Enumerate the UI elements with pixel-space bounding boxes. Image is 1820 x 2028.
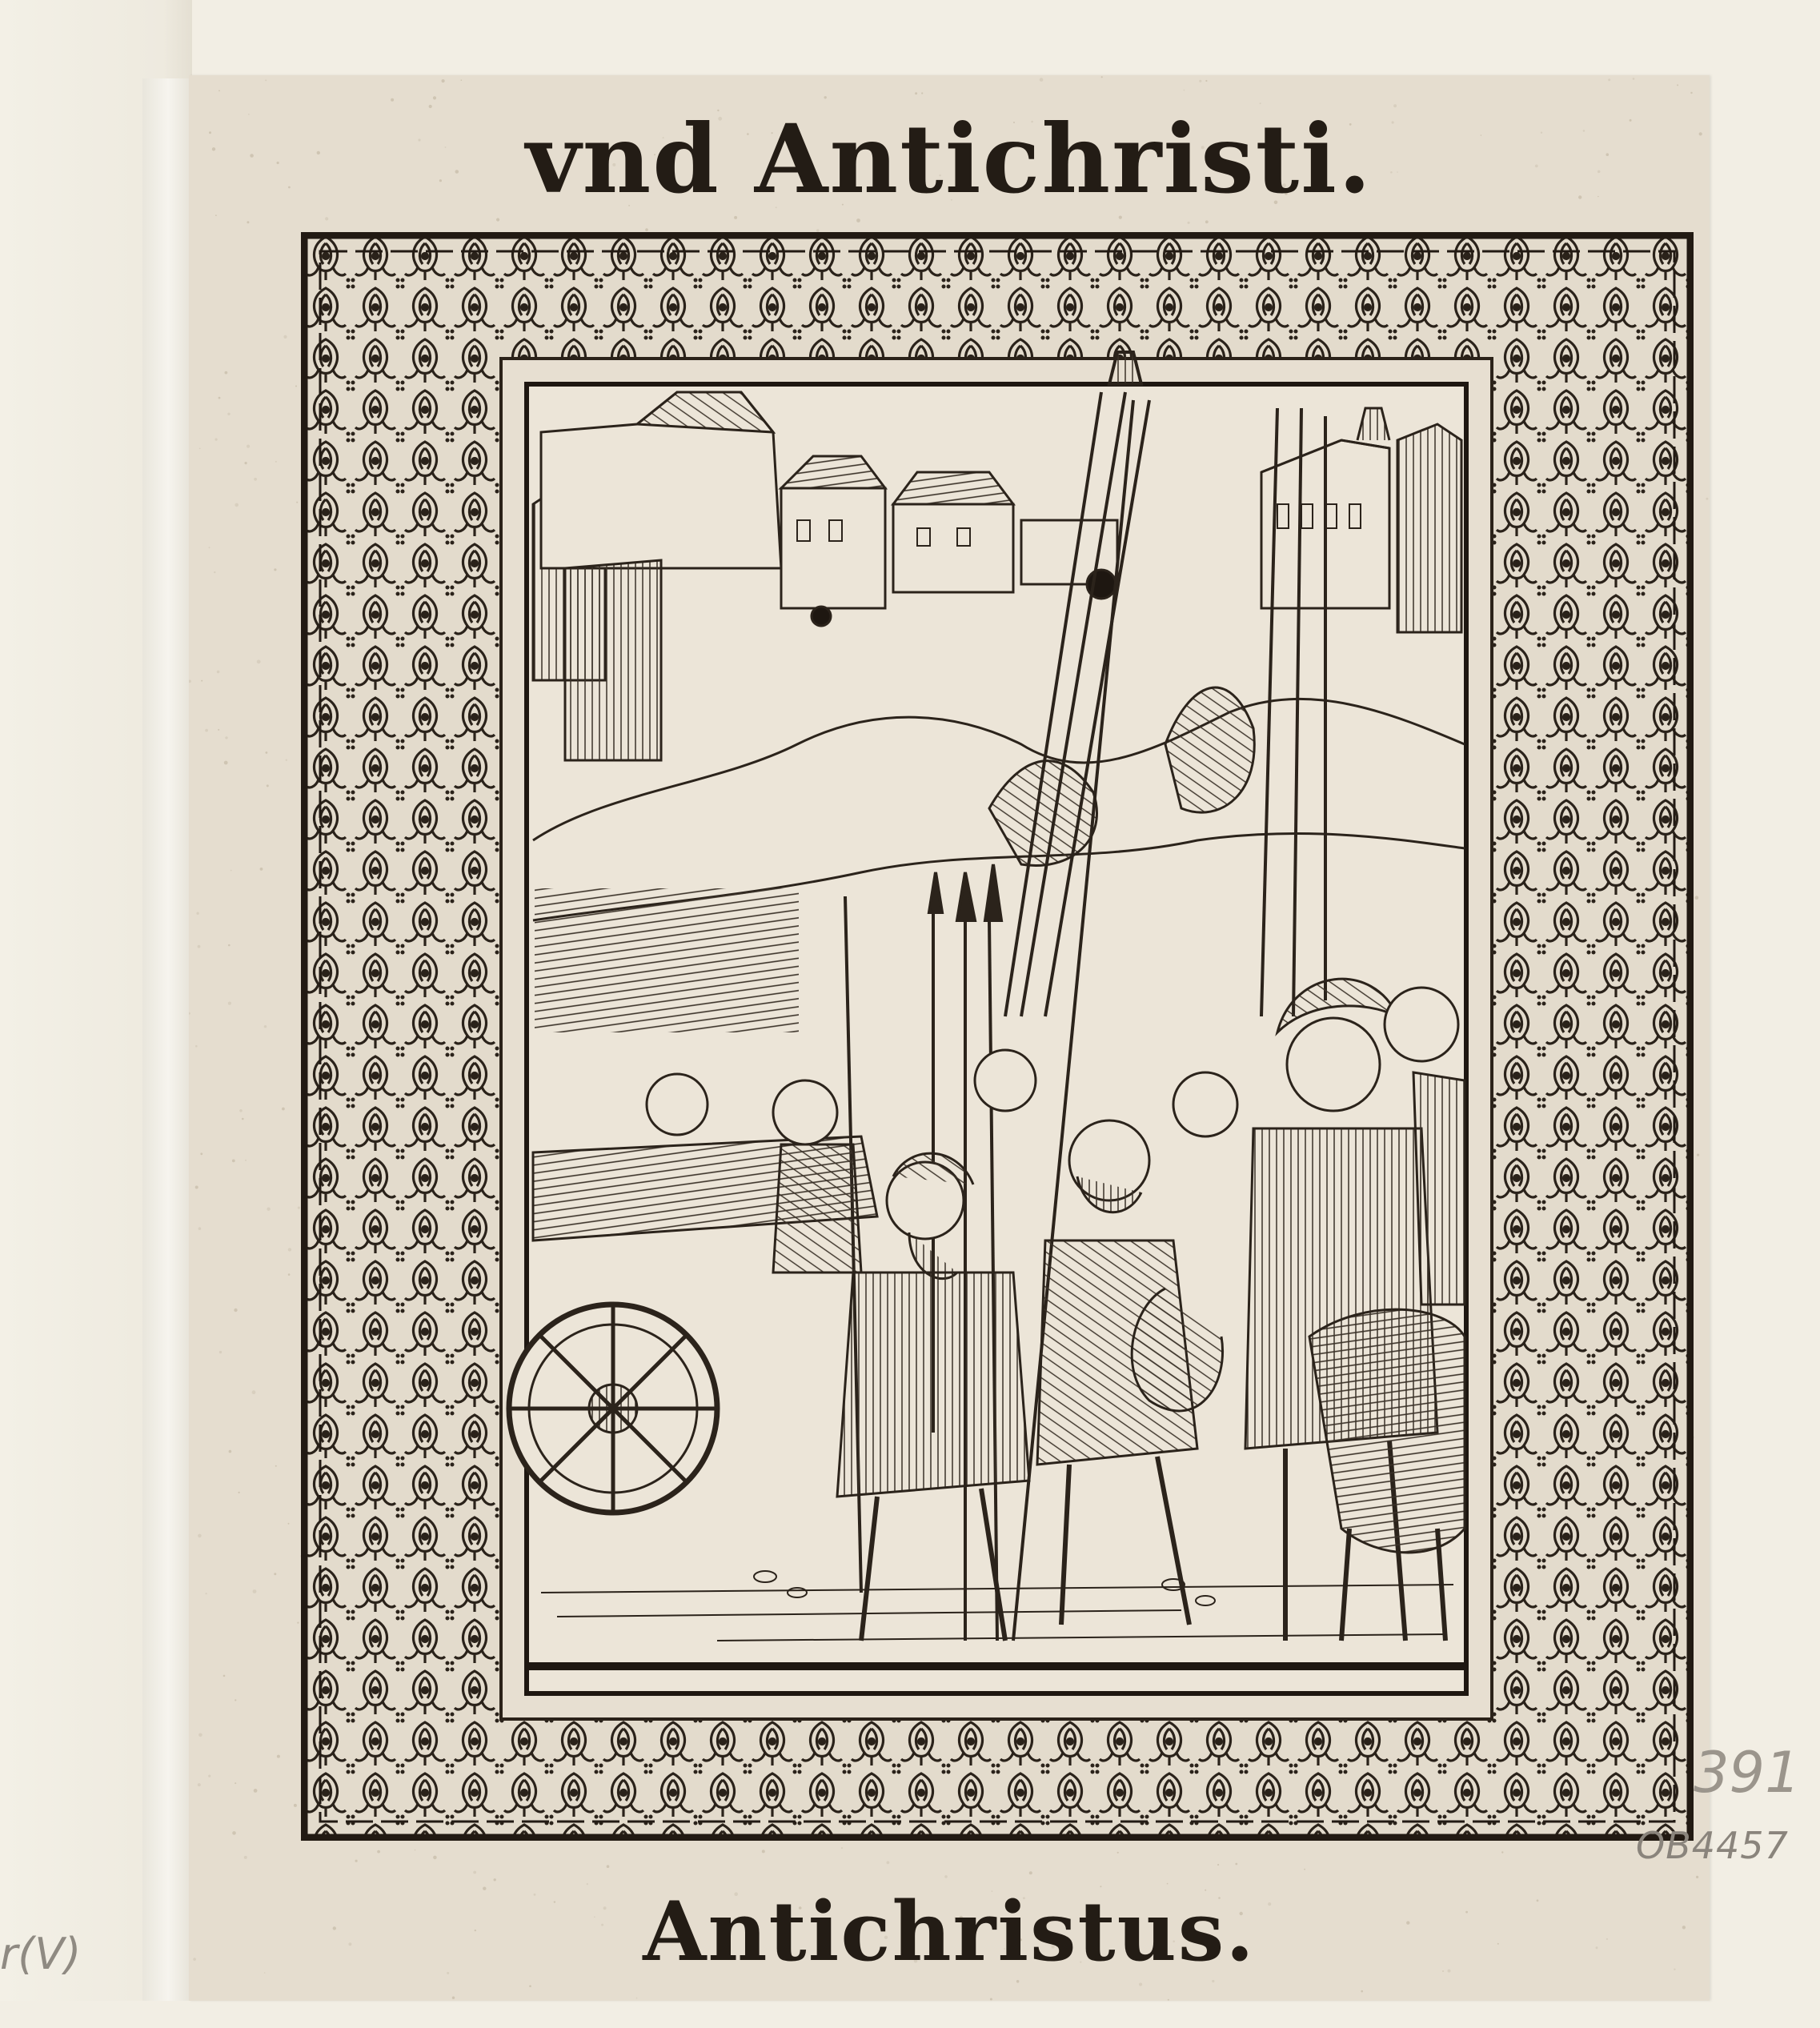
- paper-fleck: [201, 680, 202, 682]
- paper-fleck: [247, 445, 250, 448]
- paper-fleck: [1695, 896, 1699, 900]
- inventory-number: OB4457: [1636, 1824, 1789, 1867]
- paper-fleck: [205, 729, 208, 732]
- print-sheet: [189, 75, 1801, 2001]
- paper-fleck: [209, 547, 210, 548]
- footer-text: Antichristus.: [643, 1884, 1256, 1980]
- pencil-number: 391: [1694, 1740, 1801, 1806]
- paper-fleck: [229, 1450, 232, 1453]
- paper-fleck: [199, 448, 201, 450]
- paper-fleck: [274, 568, 276, 571]
- paper-fleck: [198, 1227, 202, 1230]
- paper-fleck: [198, 945, 201, 948]
- paper-fleck: [227, 413, 230, 415]
- paper-fleck: [239, 1492, 240, 1493]
- paper-fleck: [223, 1675, 226, 1677]
- paper-fleck: [283, 335, 287, 339]
- paper-fleck: [252, 1390, 256, 1394]
- paper-fleck: [228, 944, 231, 947]
- paper-fleck: [195, 1186, 198, 1189]
- paper-fleck: [245, 462, 247, 464]
- header-text: vnd Antichristi.: [525, 103, 1373, 214]
- paper-fleck: [274, 1573, 276, 1575]
- paper-fleck: [232, 1160, 235, 1163]
- paper-fleck: [208, 1775, 210, 1778]
- paper-fleck: [225, 736, 227, 739]
- paper-fleck: [234, 1309, 237, 1312]
- paper-fleck: [260, 868, 263, 871]
- paper-fleck: [231, 870, 232, 872]
- paper-fleck: [1697, 1154, 1699, 1156]
- paper-fleck: [206, 1593, 207, 1594]
- paper-fleck: [267, 784, 269, 787]
- album-pencil-mark: r(V): [0, 1929, 82, 1979]
- paper-fleck: [277, 1755, 280, 1758]
- mounting-strip: [142, 78, 194, 2001]
- paper-fleck: [245, 1160, 247, 1161]
- paper-fleck: [198, 1783, 201, 1786]
- paper-fleck: [198, 1733, 202, 1737]
- paper-fleck: [254, 1789, 258, 1793]
- paper-fleck: [195, 1045, 198, 1048]
- paper-fleck: [215, 439, 218, 441]
- paper-fleck: [239, 1109, 243, 1112]
- paper-fleck: [286, 759, 287, 761]
- paper-fleck: [242, 1118, 244, 1120]
- paper-fleck: [189, 1012, 190, 1015]
- paper-fleck: [189, 679, 191, 683]
- paper-fleck: [225, 371, 228, 375]
- paper-fleck: [267, 1208, 270, 1211]
- paper-fleck: [298, 1207, 300, 1209]
- paper-fleck: [218, 729, 219, 731]
- paper-fleck: [219, 1351, 222, 1353]
- paper-fleck: [296, 502, 298, 503]
- paper-fleck: [288, 1273, 291, 1276]
- paper-fleck: [218, 397, 221, 399]
- paper-fleck: [228, 1002, 231, 1005]
- paper-fleck: [264, 1025, 267, 1028]
- paper-fleck: [200, 1152, 202, 1155]
- paper-fleck: [288, 1523, 290, 1525]
- woodcut-scene: [509, 352, 1466, 1693]
- paper-fleck: [288, 1248, 291, 1251]
- paper-fleck: [295, 386, 297, 387]
- paper-fleck: [254, 478, 257, 481]
- paper-fleck: [275, 1465, 277, 1467]
- paper-fleck: [257, 659, 261, 663]
- paper-fleck: [1706, 498, 1708, 500]
- paper-fleck: [294, 1804, 297, 1807]
- paper-fleck: [235, 1782, 236, 1784]
- paper-fleck: [275, 461, 277, 463]
- paper-fleck: [196, 912, 198, 915]
- paper-fleck: [235, 503, 239, 507]
- paper-fleck: [235, 1699, 236, 1701]
- paper-fleck: [224, 761, 228, 765]
- paper-fleck: [297, 1622, 299, 1624]
- woodcut-illustration: [301, 232, 1694, 1841]
- paper-fleck: [266, 751, 268, 754]
- paper-fleck: [214, 571, 215, 573]
- paper-fleck: [253, 1589, 257, 1593]
- paper-fleck: [232, 1831, 236, 1835]
- paper-fleck: [217, 671, 220, 674]
- paper-fleck: [282, 1108, 285, 1111]
- paper-fleck: [198, 1534, 202, 1538]
